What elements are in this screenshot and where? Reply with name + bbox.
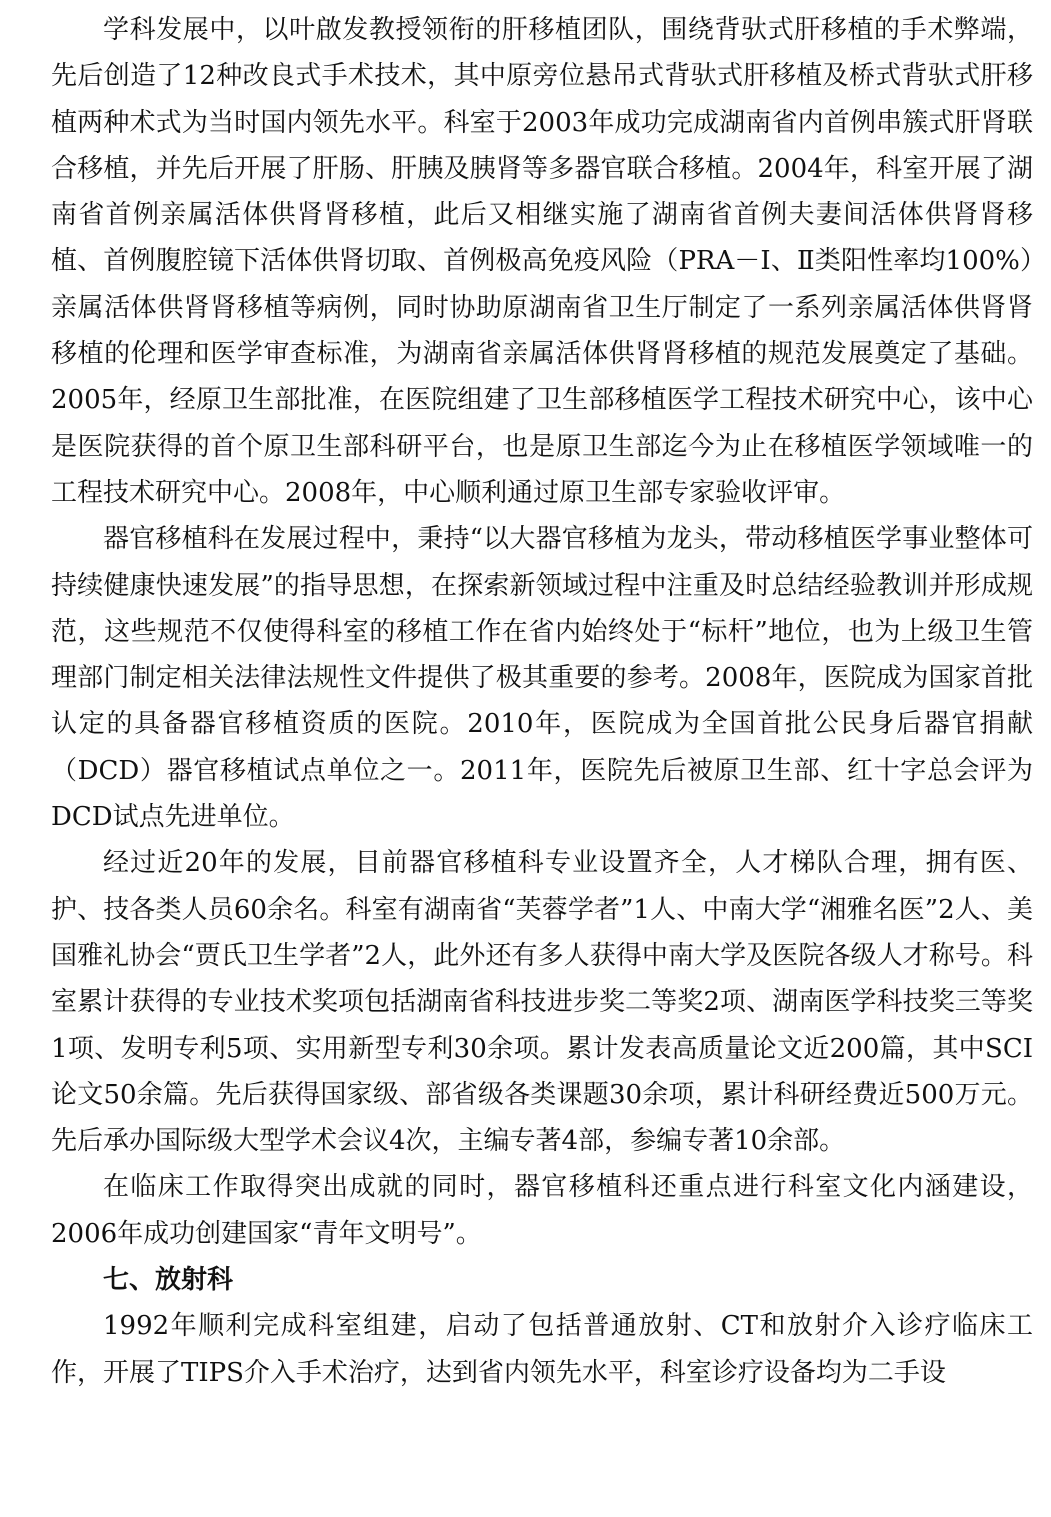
paragraph-department-achievements: 经过近20年的发展，目前器官移植科专业设置齐全，人才梯队合理，拥有医、护、技各类人员60余名。科室有湖南省“芙蓉学者”1人、中南大学“湘雅名医”2人、美国雅礼协会“贾氏卫生学者”2人，此外还有多人获得中南大学及医院各级人才称号。科室累计获得的专业技术奖项包括湖南省科技进步奖二等奖2项、湖南医学科技奖三等奖1项、发明专利5项、实用新型专利30余项。累计发表高质量论文近200篇，其中SCI论文50余篇。先后获得国家级、部省级各类课题30余项，累计科研经费近500万元。先后承办国际级大型学术会议4次，主编专著4部，参编专著10余部。 <box>51 848 1033 1157</box>
paragraph-transplant-standards: 器官移植科在发展过程中，秉持“以大器官移植为龙头，带动移植医学事业整体可持续健康快速发展”的指导思想，在探索新领域过程中注重及时总结经验教训并形成规范，这些规范不仅使得科室的移植工作在省内始终处于“标杆”地位，也为上级卫生管理部门制定相关法律法规性文件提供了极其重要的参考。2008年，医院成为国家首批认定的具备器官移植资质的医院。2010年，医院成为全国首批公民身后器官捐献（DCD）器官移植试点单位之一。2011年，医院先后被原卫生部、红十字总会评为DCD试点先进单位。 <box>51 524 1033 833</box>
paragraph-radiology-founding: 1992年顺利完成科室组建，启动了包括普通放射、CT和放射介入诊疗临床工作，开展了TIPS介入手术治疗，达到省内领先水平，科室诊疗设备均为二手设 <box>51 1311 1033 1388</box>
paragraph-liver-transplant-development: 学科发展中，以叶啟发教授领衔的肝移植团队，围绕背驮式肝移植的手术弊端，先后创造了12种改良式手术技术，其中原旁位悬吊式背驮式肝移植及桥式背驮式肝移植两种术式为当时国内领先水平。科室于2003年成功完成湖南省内首例串簇式肝肾联合移植，并先后开展了肝肠、肝胰及胰肾等多器官联合移植。2004年，科室开展了湖南省首例亲属活体供肾肾移植，此后又相继实施了湖南省首例夫妻间活体供肾肾移植、首例腹腔镜下活体供肾切取、首例极高免疫风险（PRA－Ⅰ、Ⅱ类阳性率均100%）亲属活体供肾肾移植等病例，同时协助原湖南省卫生厅制定了一系列亲属活体供肾肾移植的伦理和医学审查标准，为湖南省亲属活体供肾肾移植的规范发展奠定了基础。2005年，经原卫生部批准，在医院组建了卫生部移植医学工程技术研究中心，该中心是医院获得的首个原卫生部科研平台，也是原卫生部迄今为止在移植医学领域唯一的工程技术研究中心。2008年，中心顺利通过原卫生部专家验收评审。 <box>51 15 1033 508</box>
paragraph-department-culture: 在临床工作取得突出成就的同时，器官移植科还重点进行科室文化内涵建设，2006年成功创建国家“青年文明号”。 <box>51 1172 1033 1249</box>
section-heading-radiology: 七、放射科 <box>103 1265 234 1296</box>
